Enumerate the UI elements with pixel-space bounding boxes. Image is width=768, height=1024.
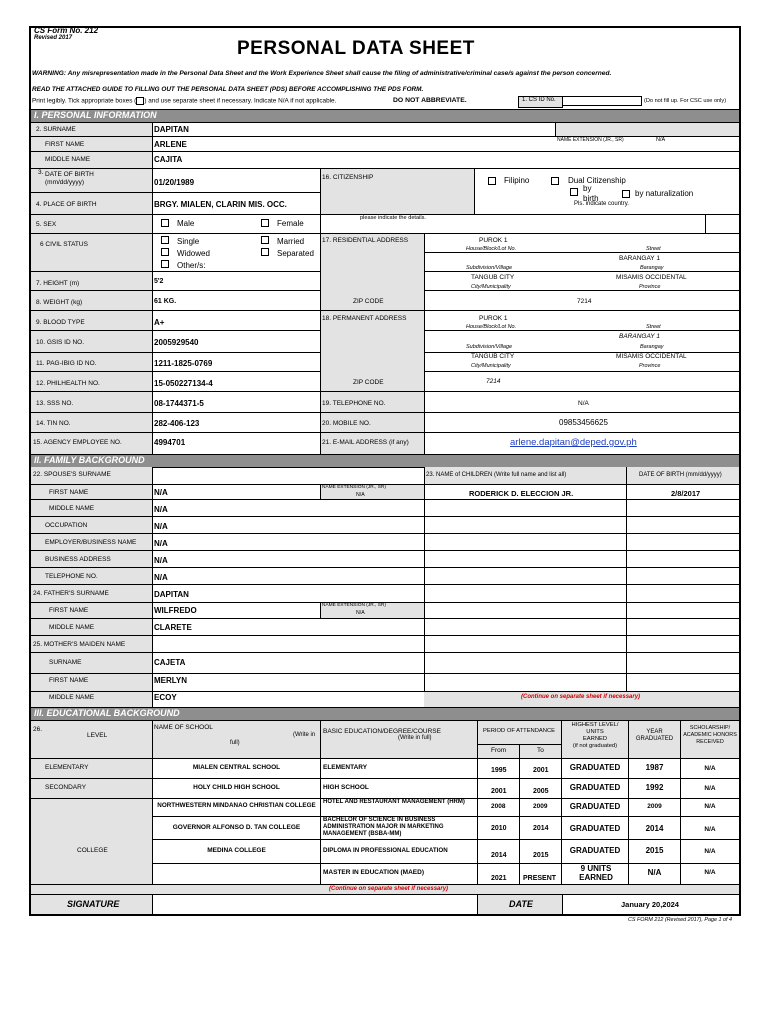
spouse-telephone-label: TELEPHONE NO. (45, 573, 98, 580)
tin-value[interactable]: 282-406-123 (154, 419, 200, 428)
tin-label: 14. TIN NO. (36, 420, 71, 427)
father-first-label: FIRST NAME (49, 607, 89, 614)
first-name-label: FIRST NAME (45, 141, 85, 148)
row6-year[interactable]: N/A (647, 868, 662, 877)
row4-to[interactable]: 2014 (533, 825, 549, 832)
row4-course[interactable]: BACHELOR OF SCIENCE IN BUSINESS ADMINISTRATION MAJOR IN MARKETING MANAGEMENT (BSBA-MM) (323, 817, 444, 837)
married-checkbox[interactable] (261, 236, 269, 244)
form-revised: Revised 2017 (34, 35, 73, 41)
from-header: From (491, 747, 507, 754)
row5-school[interactable]: MEDINA COLLEGE (207, 847, 266, 854)
period-header: PERIOD OF ATTENDANCE (483, 728, 556, 734)
level-header: LEVEL (87, 732, 108, 739)
pds-form: CS Form No. 212 Revised 2017 PERSONAL DATA SHEET WARNING: Any misrepresentation made in the Personal Data Sheet and the Work Experience Sheet shall cause the filing of administrative/criminal case/s against the person concerned. READ THE ATTACHED GUIDE TO FILLING OUT THE PERSONAL DATA SHEET (PDS) BEFORE ACCOMPLISHING THE PDS FORM. Print legibly. Tick appropriate boxes ( ) and use separate sheet if necessary. Indicate N/A if not applicable. DO NOT ABBREVIATE. 1. CS ID No. (Do not fill up. For CSC use only) I. PERSONAL INFORMATION 2. SURNAME DAPITAN FIRST NAME ARLENE NAME EXTENSION (JR., SR) N/A MIDDLE NAME CAJITA 3. DATE OF BIRTH (mm/dd/yyyy) 01/20/1989 4. PLACE OF BIRTH BRGY. MIALEN, CLARIN MIS. OCC. 5. SEX Male Female 6 CIVIL STATUS Single Married Widowed Separated Other/s: 7. HEIGHT (m) 5'2 8. WEIGHT (kg) 61 KG. 9. BLOOD TYPE A+ 10. GSIS ID NO. 2005929540 11. PAG-IBIG ID NO. 1211-1825-0769 12. PHILHEALTH NO. 15-050227134-4 13. SSS NO. 08-1744371-5 14. TIN NO. 282-406-123 15. AGENCY EMPLOYEE NO. 4994701 16. CITIZENSHIP please indicate the details. Filipino Dual Citizenship by birth by naturalization Pls. indicate country. 17. RESIDENTIAL ADDRESS PUROK 1 House/Block/Lot No. Street BARANGAY 1 Subdivision/Village Barangay TANGUB CITY MISAMIS OCCIDENTAL City/Municipality Province ZIP CODE 7214 18. PERMANENT ADDRESS PUROK 1 House/Block/Lot No. Street BARANGAY 1 Subdivision/Village Barangay TANGUB CITY MISAMIS OCCIDENTAL City/Municipality Province ZIP CODE 7214 19. TELEPHONE NO. N/A 20. MOBILE NO. 09853456625 21. E-MAIL ADDRESS (if any) arlene.dapitan@deped.gov.ph II. FAMILY BACKGROUND 22. SPOUSE'S SURNAME FIRST NAME N/A NAME EXTENSION (JR., SR) N/A MIDDLE NAME N/A OCCUPATION N/A EMPLOYER/BUSINESS NAME N/A BUSINESS ADDRESS N/A TELEPHONE NO. N/A 24. FATHER'S SURNAME DAPITAN FIRST NAME WILFREDO NAME EXTENSION (JR., SR) N/A MIDDLE NAME CLARETE 25. MOTHER'S MAIDEN NAME SURNAME CAJETA FIRST NAME MERLYN MIDDLE NAME ECOY 23. NAME of CHILDREN (Write full name and list all) DATE OF BIRTH (mm/dd/yyyy) RODERICK D. ELECCION JR. 2/8/2017 (Continue on separate sheet if necessary) III. EDUCATIONAL BACKGROUND 26. LEVEL NAME OF SCHOOL (Write in full) BASIC EDUCATION/DEGREE/COURSE (Write in full) PERIOD OF ATTENDANCE From To HIGHEST LEVEL/ UNITS EARNED (if not graduated) YEAR GRADUATED SCHOLARSHIP/ ACADEMIC HONORS RECEIVED ELEMENTARY MIALEN CENTRAL SCHOOL ELEMENTARY 1995 2001 GRADUATED 1987 N/A SECONDARY HOLY CHILD HIGH SCHOOL HIGH SCHOOL 2001 2005 GRADUATED 1992 N/A NORTHWESTERN MINDANAO CHRISTIAN COLLEGE HOTEL AND RESTAURANT MANAGEMENT (HRM) 2008 2009 GRADUATED 2009 N/A GOVERNOR ALFONSO D. TAN COLLEGE BACHELOR OF SCIENCE IN BUSINESS ADMINISTRATION MAJOR IN MARKETING MANAGEMENT (BSBA-MM) 2010 2014 GRADUATED 2014 N/A COLLEGE MEDINA COLLEGE DIPLOMA IN PROFESSIONAL EDUCATION 2014 2015 GRADUATED 2015 N/A MASTER IN EDUCATION (MAED) 2021 PRESENT 9 UNITS EARNED N/A N/A (Continue on separate sheet if necessary) SIGNATURE DATE January 20,2024 (29, 26, 741, 916)
row5-year[interactable]: 2015 (645, 846, 664, 855)
mother-middle-value[interactable]: ECOY (154, 693, 177, 702)
row3-from[interactable]: 2008 (491, 803, 506, 810)
perm-zip-label: ZIP CODE (353, 379, 384, 386)
res-city-value[interactable]: TANGUB CITY (471, 274, 515, 281)
single-checkbox[interactable] (161, 236, 169, 244)
spouse-employer-label: EMPLOYER/BUSINESS NAME (45, 539, 137, 546)
indicate-details-note: please indicate the details. (360, 215, 426, 221)
spouse-middle-value[interactable]: N/A (154, 505, 168, 514)
row2-honors[interactable]: N/A (704, 785, 716, 792)
spouse-business-address-label: BUSINESS ADDRESS (45, 556, 111, 563)
no-abbreviate-note: DO NOT ABBREVIATE. (393, 97, 467, 104)
spouse-occupation-value[interactable]: N/A (154, 522, 168, 531)
blood-type-value[interactable]: A+ (154, 318, 165, 327)
perm-city-value[interactable]: TANGUB CITY (471, 353, 515, 360)
family-continue-note: (Continue on separate sheet if necessary) (521, 694, 641, 700)
row5-course[interactable]: DIPLOMA IN PROFESSIONAL EDUCATION (323, 847, 448, 854)
blood-type-label: 9. BLOOD TYPE (36, 319, 85, 326)
spouse-occupation-label: OCCUPATION (45, 522, 88, 529)
dual-citizenship-checkbox[interactable] (551, 177, 559, 185)
philhealth-label: 12. PHILHEALTH NO. (36, 380, 100, 387)
residential-address-label: 17. RESIDENTIAL ADDRESS (322, 237, 409, 244)
email-value[interactable]: arlene.dapitan@deped.gov.ph (510, 437, 637, 448)
by-naturalization-checkbox[interactable] (622, 190, 630, 198)
perm-house-value[interactable]: PUROK 1 (479, 315, 508, 322)
row1-to[interactable]: 2001 (533, 767, 549, 774)
perm-barangay-value[interactable]: BARANGAY 1 (619, 333, 660, 340)
name-extension-label: NAME EXTENSION (JR., SR) (557, 137, 624, 143)
spouse-telephone-value[interactable]: N/A (154, 573, 168, 582)
mother-maiden-label: 25. MOTHER'S MAIDEN NAME (33, 641, 126, 648)
weight-label: 8. WEIGHT (kg) (36, 299, 83, 306)
widowed-checkbox[interactable] (161, 248, 169, 256)
spouse-first-label: FIRST NAME (49, 489, 89, 496)
spouse-ext-value[interactable]: N/A (356, 492, 365, 498)
mobile-label: 20. MOBILE NO. (322, 420, 371, 427)
page-title: PERSONAL DATA SHEET (237, 38, 475, 59)
row5-highest[interactable]: GRADUATED (569, 846, 621, 855)
father-surname-value[interactable]: DAPITAN (154, 590, 189, 599)
row1-highest[interactable]: GRADUATED (569, 763, 621, 772)
name-extension-value[interactable]: N/A (656, 137, 666, 143)
children-label: 23. NAME of CHILDREN (Write full name and list all) (426, 472, 567, 478)
section-personal-header: I. PERSONAL INFORMATION (31, 109, 739, 123)
row1-honors[interactable]: N/A (704, 765, 716, 772)
signature-label: SIGNATURE (67, 899, 120, 909)
gsis-value[interactable]: 2005929540 (154, 338, 199, 347)
middle-name-label: MIDDLE NAME (45, 156, 91, 163)
scholarship-header: SCHOLARSHIP/ ACADEMIC HONORS RECEIVED (683, 725, 737, 745)
spouse-employer-value[interactable]: N/A (154, 539, 168, 548)
row2-year[interactable]: 1992 (645, 783, 664, 792)
row1-school[interactable]: MIALEN CENTRAL SCHOOL (192, 764, 281, 771)
spouse-first-value[interactable]: N/A (154, 488, 168, 497)
father-ext-value[interactable]: N/A (356, 610, 365, 616)
civil-status-label: 6 CIVIL STATUS (40, 241, 88, 248)
row1-from[interactable]: 1995 (491, 767, 507, 774)
row2-to[interactable]: 2005 (533, 788, 549, 795)
sss-label: 13. SSS NO. (36, 400, 74, 407)
res-zip-value[interactable]: 7214 (577, 298, 592, 305)
child-name-value[interactable]: RODERICK D. ELECCION JR. (469, 489, 574, 498)
row6-from[interactable]: 2021 (491, 875, 507, 882)
perm-province-value[interactable]: MISAMIS OCCIDENTAL (616, 353, 687, 360)
mother-first-label: FIRST NAME (49, 677, 89, 684)
pob-value[interactable]: BRGY. MIALEN, CLARIN MIS. OCC. (154, 200, 287, 209)
row5-honors[interactable]: N/A (704, 848, 716, 855)
height-label: 7. HEIGHT (m) (36, 280, 80, 287)
college-level-label: COLLEGE (77, 847, 108, 854)
row2-level: SECONDARY (45, 784, 87, 791)
guide-text: READ THE ATTACHED GUIDE TO FILLING OUT THE PERSONAL DATA SHEET (PDS) BEFORE ACCOMPLISHING THE PDS FORM. (32, 86, 424, 93)
agency-employee-value[interactable]: 4994701 (154, 438, 186, 447)
by-birth-checkbox[interactable] (570, 188, 578, 196)
row2-highest[interactable]: GRADUATED (569, 783, 621, 792)
sex-label: 5. SEX (36, 221, 57, 228)
row5-to[interactable]: 2015 (533, 852, 549, 859)
year-graduated-header: YEAR GRADUATED (635, 729, 674, 742)
row3-to[interactable]: 2009 (533, 803, 548, 810)
father-first-value[interactable]: WILFREDO (154, 606, 197, 615)
row5-from[interactable]: 2014 (491, 852, 507, 859)
father-ext-label: NAME EXTENSION (JR., SR) (322, 603, 386, 608)
father-middle-label: MIDDLE NAME (49, 624, 95, 631)
surname-label: 2. SURNAME (36, 126, 76, 133)
row3-course[interactable]: HOTEL AND RESTAURANT MANAGEMENT (HRM) (323, 799, 465, 805)
form-number: CS Form No. 212 (34, 26, 99, 35)
sss-value[interactable]: 08-1744371-5 (154, 399, 204, 408)
row3-school[interactable]: NORTHWESTERN MINDANAO CHRISTIAN COLLEGE (157, 802, 316, 809)
row4-honors[interactable]: N/A (704, 826, 716, 833)
row3-honors[interactable]: N/A (704, 803, 716, 810)
row6-highest[interactable]: 9 UNITS EARNED (579, 864, 613, 882)
first-name-value[interactable]: ARLENE (154, 140, 187, 149)
telephone-label: 19. TELEPHONE NO. (322, 400, 386, 407)
female-checkbox[interactable] (261, 219, 269, 227)
filipino-checkbox[interactable] (488, 177, 496, 185)
warning-text: WARNING: Any misrepresentation made in the Personal Data Sheet and the Work Experience Sheet shall cause the filing of administrative/criminal case/s against the person concerned. (32, 70, 612, 77)
dob-label: DATE OF BIRTH (45, 171, 94, 178)
surname-value[interactable]: DAPITAN (154, 125, 189, 134)
mother-surname-value[interactable]: CAJETA (154, 658, 186, 667)
agency-employee-label: 15. AGENCY EMPLOYEE NO. (33, 439, 122, 446)
highest-level-header: HIGHEST LEVEL/ UNITS EARNED (if not graduated) (571, 722, 619, 749)
pagibig-value[interactable]: 1211-1825-0769 (154, 359, 213, 368)
course-header: BASIC EDUCATION/DEGREE/COURSE (323, 728, 441, 735)
philhealth-value[interactable]: 15-050227134-4 (154, 379, 213, 388)
print-note: Print legibly. Tick appropriate boxes ( ) and use separate sheet if necessary. Indicate N/A if not applicable. (32, 97, 337, 105)
row6-honors[interactable]: N/A (704, 869, 716, 876)
middle-name-value[interactable]: CAJITA (154, 155, 183, 164)
res-province-value[interactable]: MISAMIS OCCIDENTAL (616, 274, 687, 281)
spouse-middle-label: MIDDLE NAME (49, 505, 95, 512)
school-header: NAME OF SCHOOL (154, 724, 213, 731)
mother-middle-label: MIDDLE NAME (49, 694, 95, 701)
child-dob-label: DATE OF BIRTH (mm/dd/yyyy) (639, 472, 722, 478)
spouse-surname-label: 22. SPOUSE'S SURNAME (33, 471, 111, 478)
father-surname-label: 24. FATHER'S SURNAME (33, 590, 109, 597)
mobile-value[interactable]: 09853456625 (559, 418, 608, 427)
row3-highest[interactable]: GRADUATED (569, 802, 621, 811)
cs-id-field[interactable] (562, 96, 642, 106)
row1-level: ELEMENTARY (45, 764, 89, 771)
row2-from[interactable]: 2001 (491, 788, 507, 795)
education-continue-note: (Continue on separate sheet if necessary) (329, 886, 449, 892)
separated-checkbox[interactable] (261, 248, 269, 256)
page-footer-note: CS FORM 212 (Revised 2017), Page 1 of 4 (628, 917, 732, 923)
cs-id-label: 1. CS ID No. (522, 97, 556, 103)
child-dob-value[interactable]: 2/8/2017 (671, 489, 701, 498)
row1-year[interactable]: 1987 (645, 763, 664, 772)
section-education-header: III. EDUCATIONAL BACKGROUND (31, 707, 739, 721)
gsis-label: 10. GSIS ID NO. (36, 339, 85, 346)
other-status-checkbox[interactable] (161, 260, 169, 268)
row4-school[interactable]: GOVERNOR ALFONSO D. TAN COLLEGE (172, 824, 301, 831)
res-house-value[interactable]: PUROK 1 (479, 237, 508, 244)
row4-highest[interactable]: GRADUATED (569, 824, 621, 833)
permanent-address-label: 18. PERMANENT ADDRESS (322, 315, 407, 322)
mother-first-value[interactable]: MERLYN (154, 676, 188, 685)
pagibig-label: 11. PAG-IBIG ID NO. (36, 360, 97, 367)
row2-school[interactable]: HOLY CHILD HIGH SCHOOL (193, 784, 280, 791)
spouse-ext-label: NAME EXTENSION (JR., SR) (322, 485, 386, 490)
to-header: To (537, 747, 544, 754)
row2-course[interactable]: HIGH SCHOOL (323, 784, 369, 791)
male-checkbox[interactable] (161, 219, 169, 227)
perm-zip-value[interactable]: 7214 (486, 378, 501, 385)
section-family-header: II. FAMILY BACKGROUND (31, 454, 739, 468)
height-value[interactable]: 5'2 (154, 278, 164, 285)
citizenship-label: 16. CITIZENSHIP (322, 174, 374, 181)
spouse-business-address-value[interactable]: N/A (154, 556, 168, 565)
date-label: DATE (509, 899, 533, 909)
res-zip-label: ZIP CODE (353, 298, 384, 305)
row6-to[interactable]: PRESENT (523, 875, 557, 882)
weight-value[interactable]: 61 KG. (154, 298, 177, 305)
row4-year[interactable]: 2014 (645, 824, 664, 833)
telephone-value[interactable]: N/A (578, 400, 589, 407)
signature-field[interactable] (153, 895, 477, 913)
row3-year[interactable]: 2009 (647, 803, 662, 810)
row6-course[interactable]: MASTER IN EDUCATION (MAED) (323, 869, 424, 876)
mother-surname-label: SURNAME (49, 659, 82, 666)
date-value[interactable]: January 20,2024 (621, 900, 679, 909)
row1-course[interactable]: ELEMENTARY (323, 764, 368, 771)
dob-value[interactable]: 01/20/1989 (154, 178, 195, 187)
res-barangay-value[interactable]: BARANGAY 1 (619, 255, 660, 262)
pob-label: 4. PLACE OF BIRTH (36, 201, 97, 208)
row4-from[interactable]: 2010 (491, 825, 507, 832)
indicate-country-note: Pls. indicate country. (574, 201, 629, 207)
cs-use-note: (Do not fill up. For CSC use only) (644, 98, 727, 104)
father-middle-value[interactable]: CLARETE (154, 623, 192, 632)
email-label: 21. E-MAIL ADDRESS (if any) (322, 439, 409, 446)
